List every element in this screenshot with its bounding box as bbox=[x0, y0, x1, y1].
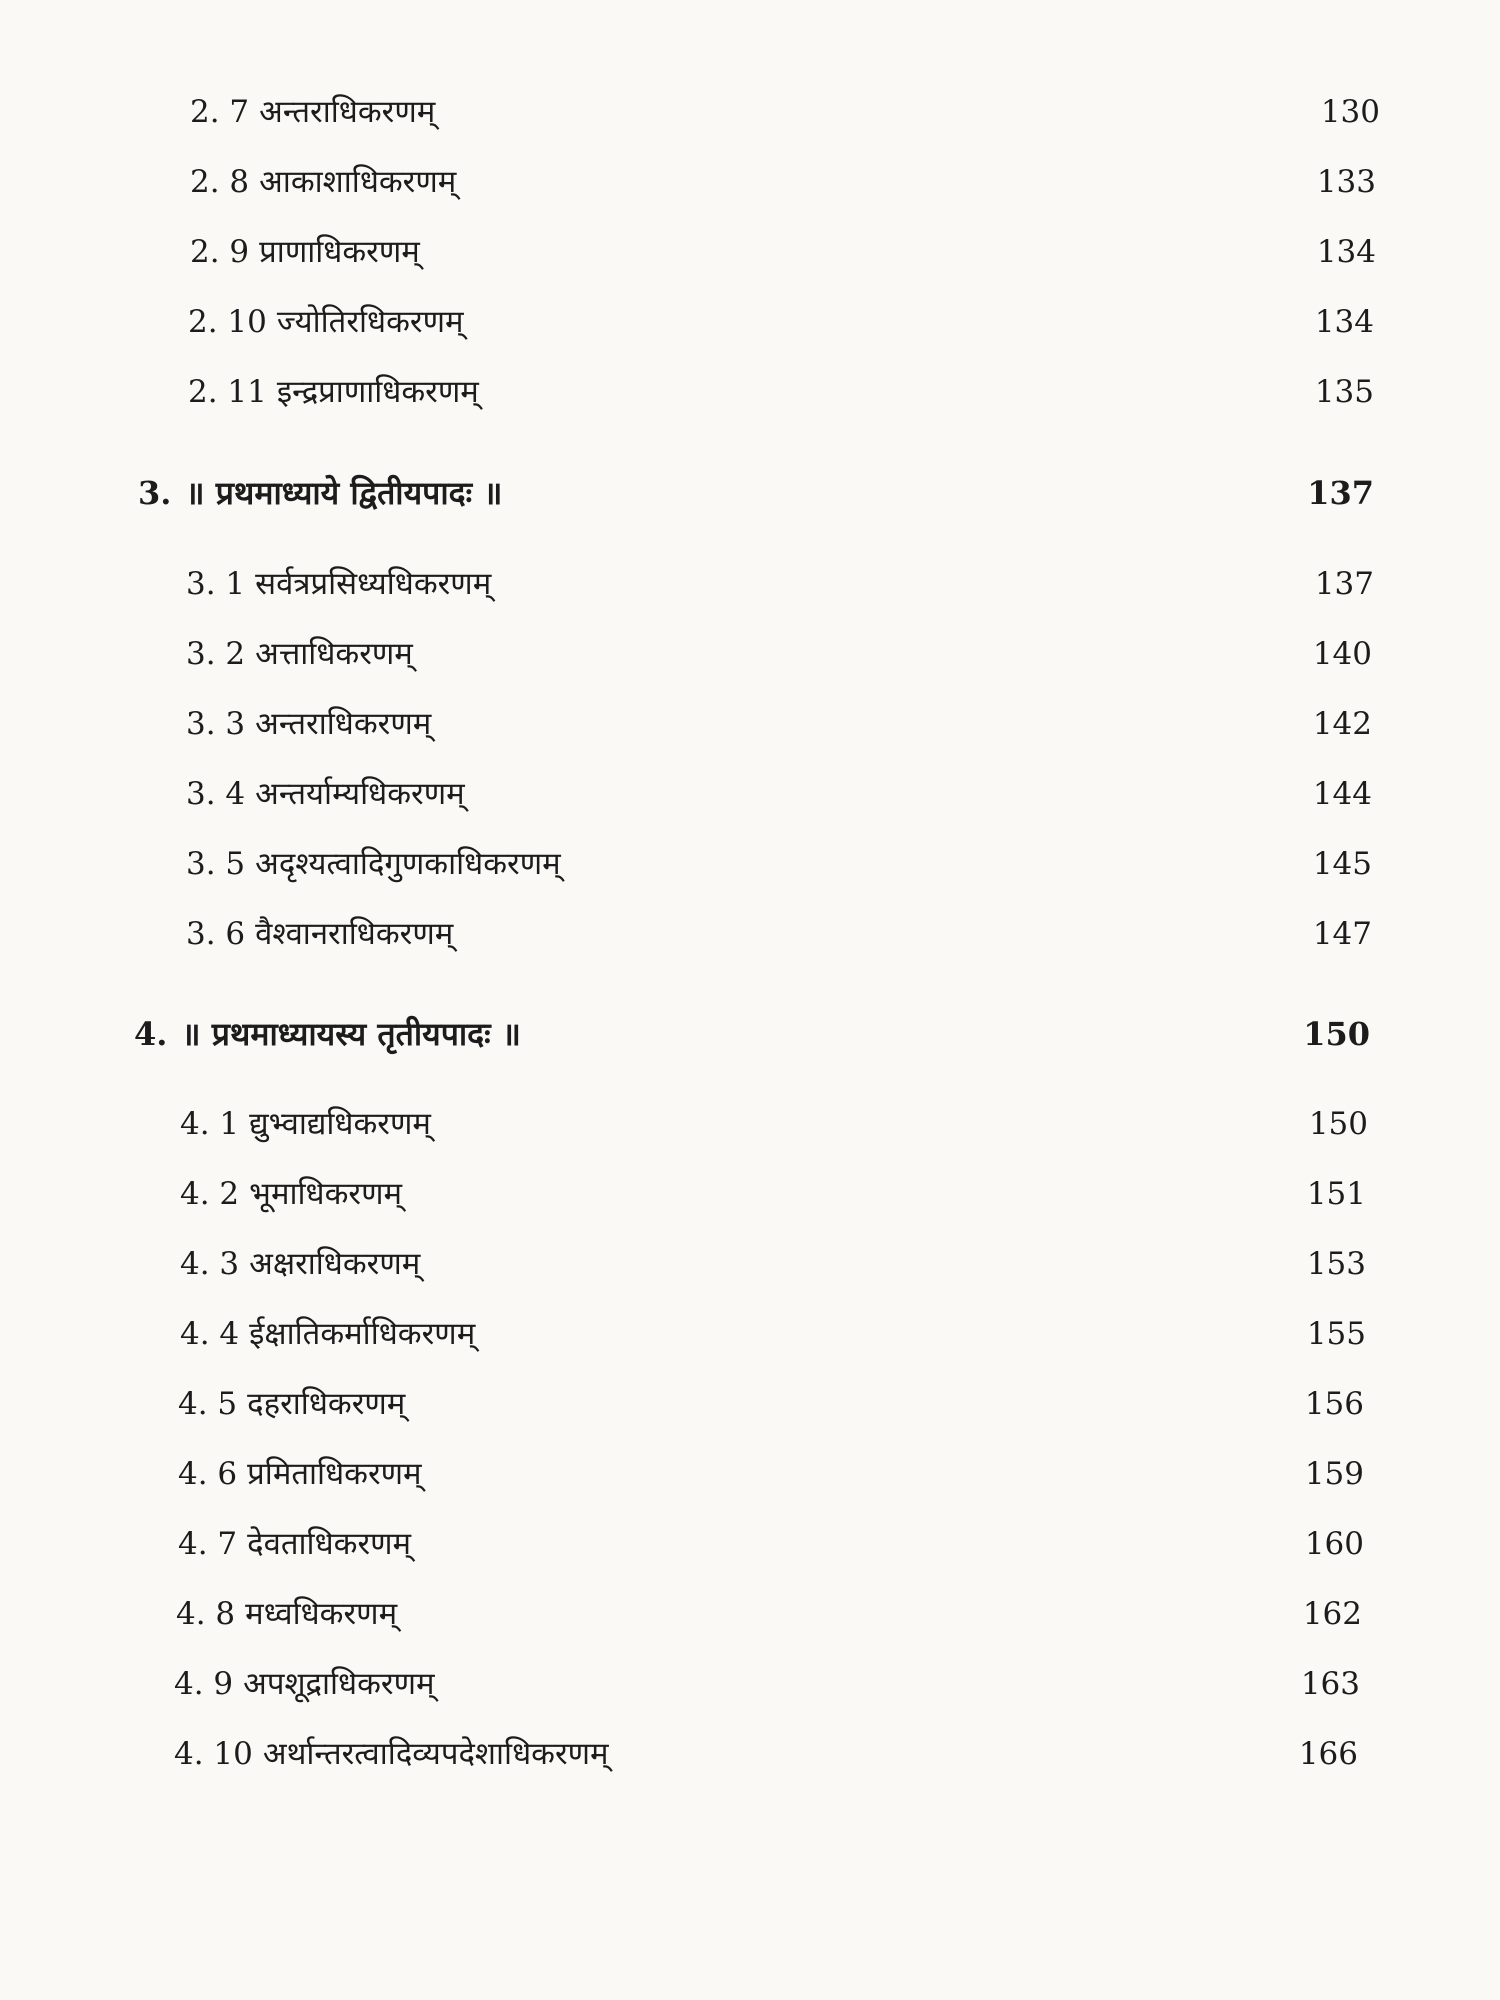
toc-entry bbox=[174, 1734, 1358, 1774]
entry-page-number: 166 bbox=[1298, 1736, 1358, 1772]
toc-entry bbox=[186, 634, 1372, 674]
entry-number: 4. 1 bbox=[180, 1106, 240, 1142]
toc-entry bbox=[176, 1594, 1362, 1634]
entry-title: ज्योतिरधिकरणम् bbox=[276, 304, 464, 340]
entry-title: अन्तराधिकरणम् bbox=[259, 94, 436, 130]
entry-number: 3. 3 bbox=[186, 706, 246, 742]
entry-number: 2. 11 bbox=[188, 374, 267, 410]
entry-number: 4. 2 bbox=[180, 1176, 240, 1212]
entry-title: वैश्वानराधिकरणम् bbox=[255, 916, 454, 952]
entry-title: अर्थान्तरत्वादिव्यपदेशाधिकरणम् bbox=[262, 1736, 609, 1772]
entry-page-number: 151 bbox=[1306, 1176, 1366, 1212]
section-number: 3. bbox=[138, 474, 172, 512]
toc-entry bbox=[190, 232, 1376, 272]
entry-title: आकाशाधिकरणम् bbox=[259, 164, 457, 200]
entry-title: मध्वधिकरणम् bbox=[245, 1596, 398, 1632]
entry-title: अदृश्यत्वादिगुणकाधिकरणम् bbox=[255, 846, 561, 882]
entry-number: 3. 2 bbox=[186, 636, 246, 672]
entry-page-number: 144 bbox=[1312, 776, 1372, 812]
entry-page-number: 162 bbox=[1302, 1596, 1362, 1632]
section-page-number: 137 bbox=[1307, 474, 1374, 512]
toc-entry bbox=[190, 162, 1376, 202]
entry-page-number: 145 bbox=[1312, 846, 1372, 882]
toc-entry bbox=[186, 914, 1372, 954]
entry-page-number: 135 bbox=[1314, 374, 1374, 410]
section-title: ॥ प्रथमाध्यायस्य तृतीयपादः ॥ bbox=[181, 1015, 521, 1053]
entry-page-number: 156 bbox=[1304, 1386, 1364, 1422]
entry-title: दहराधिकरणम् bbox=[247, 1386, 406, 1422]
entry-page-number: 134 bbox=[1316, 234, 1376, 270]
toc-entry bbox=[188, 302, 1374, 342]
toc-entry bbox=[186, 704, 1372, 744]
entry-number: 3. 4 bbox=[186, 776, 246, 812]
toc-entry bbox=[174, 1664, 1360, 1704]
entry-page-number: 160 bbox=[1304, 1526, 1364, 1562]
entry-title: देवताधिकरणम् bbox=[247, 1526, 412, 1562]
entry-page-number: 137 bbox=[1314, 566, 1374, 602]
entry-title: ईक्षातिकर्माधिकरणम् bbox=[249, 1316, 476, 1352]
entry-page-number: 159 bbox=[1304, 1456, 1364, 1492]
entry-number: 4. 4 bbox=[180, 1316, 240, 1352]
toc-section-heading bbox=[138, 473, 1374, 513]
entry-page-number: 150 bbox=[1308, 1106, 1368, 1142]
toc-entry bbox=[178, 1454, 1364, 1494]
entry-number: 3. 6 bbox=[186, 916, 246, 952]
toc-entry bbox=[190, 92, 1380, 132]
section-title: ॥ प्रथमाध्याये द्वितीयपादः ॥ bbox=[185, 474, 503, 512]
toc-section-heading bbox=[134, 1014, 1370, 1054]
entry-number: 4. 9 bbox=[174, 1666, 234, 1702]
entry-page-number: 155 bbox=[1306, 1316, 1366, 1352]
entry-number: 4. 8 bbox=[176, 1596, 236, 1632]
toc-entry bbox=[188, 372, 1374, 412]
entry-title: प्रमिताधिकरणम् bbox=[247, 1456, 422, 1492]
entry-page-number: 153 bbox=[1306, 1246, 1366, 1282]
toc-entry bbox=[178, 1524, 1364, 1564]
entry-title: सर्वत्रप्रसिध्यधिकरणम् bbox=[255, 566, 492, 602]
entry-number: 3. 1 bbox=[186, 566, 246, 602]
entry-number: 4. 5 bbox=[178, 1386, 238, 1422]
entry-title: अत्ताधिकरणम् bbox=[255, 636, 413, 672]
entry-page-number: 142 bbox=[1312, 706, 1372, 742]
entry-page-number: 133 bbox=[1316, 164, 1376, 200]
entry-number: 4. 6 bbox=[178, 1456, 238, 1492]
entry-page-number: 140 bbox=[1312, 636, 1372, 672]
entry-number: 4. 7 bbox=[178, 1526, 238, 1562]
toc-entry bbox=[186, 844, 1372, 884]
entry-number: 4. 10 bbox=[174, 1736, 253, 1772]
toc-entry bbox=[180, 1244, 1366, 1284]
section-page-number: 150 bbox=[1303, 1015, 1370, 1053]
toc-entry bbox=[180, 1314, 1366, 1354]
entry-title: प्राणाधिकरणम् bbox=[259, 234, 420, 270]
entry-title: भूमाधिकरणम् bbox=[249, 1176, 403, 1212]
entry-number: 4. 3 bbox=[180, 1246, 240, 1282]
entry-number: 2. 9 bbox=[190, 234, 250, 270]
entry-title: अपशूद्राधिकरणम् bbox=[243, 1666, 435, 1702]
entry-number: 2. 8 bbox=[190, 164, 250, 200]
entry-title: अन्तराधिकरणम् bbox=[255, 706, 432, 742]
toc-entry bbox=[180, 1174, 1366, 1214]
entry-page-number: 130 bbox=[1320, 94, 1380, 130]
entry-number: 2. 7 bbox=[190, 94, 250, 130]
entry-title: द्युभ्वाद्यधिकरणम् bbox=[249, 1106, 431, 1142]
toc-entry bbox=[186, 564, 1374, 604]
entry-page-number: 134 bbox=[1314, 304, 1374, 340]
entry-page-number: 147 bbox=[1312, 916, 1372, 952]
section-number: 4. bbox=[134, 1015, 168, 1053]
entry-title: इन्द्रप्राणाधिकरणम् bbox=[276, 374, 479, 410]
entry-page-number: 163 bbox=[1300, 1666, 1360, 1702]
entry-title: अन्तर्याम्यधिकरणम् bbox=[255, 776, 465, 812]
toc-entry bbox=[186, 774, 1372, 814]
entry-number: 2. 10 bbox=[188, 304, 267, 340]
entry-number: 3. 5 bbox=[186, 846, 246, 882]
toc-entry bbox=[178, 1384, 1364, 1424]
toc-entry bbox=[180, 1104, 1368, 1144]
entry-title: अक्षराधिकरणम् bbox=[249, 1246, 421, 1282]
